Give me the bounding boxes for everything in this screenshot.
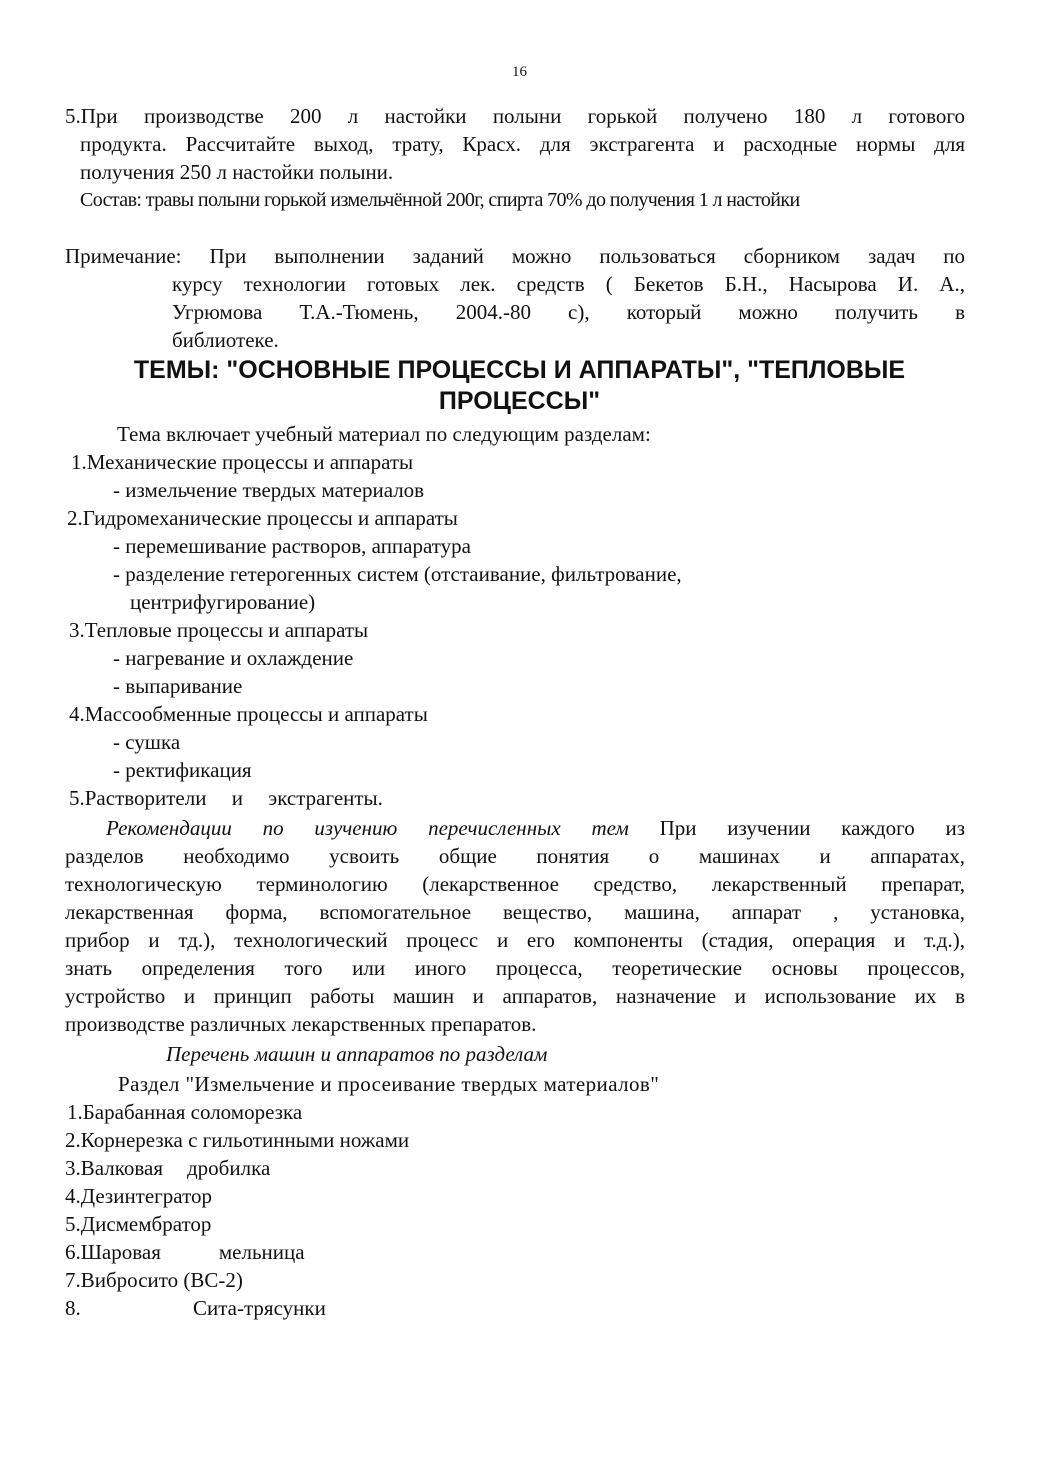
section-item: 4.Массообменные процессы и аппараты bbox=[69, 702, 428, 726]
section-item: 5.Растворители и экстрагенты. bbox=[69, 786, 383, 810]
machines-title: Перечень машин и аппаратов по разделам bbox=[166, 1042, 548, 1066]
section-item: 2.Гидромеханические процессы и аппараты bbox=[67, 506, 458, 530]
recommend-line: технологическую терминологию (лекарственное средство, лекарственный препарат, bbox=[65, 872, 965, 896]
subsection-item: - ректификация bbox=[113, 758, 252, 782]
section-heading: ТЕМЫ: "ОСНОВНЫЕ ПРОЦЕССЫ И АППАРАТЫ", "ТЕПЛОВЫЕ bbox=[133, 356, 906, 384]
machine-item: 5.Дисмембратор bbox=[65, 1212, 212, 1236]
subsection-item: - измельчение твердых материалов bbox=[113, 478, 425, 502]
subsection-item: - разделение гетерогенных систем (отстаивание, фильтрование, bbox=[113, 562, 682, 586]
note-line: библиотеке. bbox=[172, 328, 279, 352]
note-line: Угрюмова Т.А.-Тюмень, 2004.-80 с), который можно получить в bbox=[172, 300, 965, 324]
section-heading: ПРОЦЕССЫ" bbox=[438, 387, 601, 415]
note-line: Примечание: При выполнении заданий можно пользоваться сборником задач по bbox=[65, 244, 965, 268]
machine-name-rest: дробилка bbox=[187, 1156, 271, 1180]
subsection-item: - выпаривание bbox=[113, 674, 243, 698]
machine-name-rest: мельница bbox=[218, 1240, 305, 1264]
recommend-line: устройство и принцип работы машин и аппаратов, назначение и использование их в bbox=[65, 984, 965, 1008]
machine-item: 7.Вибросито (ВС-2) bbox=[65, 1268, 243, 1292]
machine-item: 1.Барабанная соломорезка bbox=[67, 1100, 303, 1124]
machine-item bbox=[65, 1154, 270, 1182]
recommend-line: знать определения того или иного процесса, теоретические основы процессов, bbox=[65, 956, 965, 980]
task-line: 5.При производстве 200 л настойки полыни горькой получено 180 л готового bbox=[65, 104, 965, 128]
recommend-line: прибор и тд.), технологический процесс и его компоненты (стадия, операция и т.д.), bbox=[65, 928, 965, 952]
task-line: продукта. Рассчитайте выход, трату, Красх. для экстрагента и расходные нормы для bbox=[80, 132, 965, 156]
recommend-title: Рекомендации по изучению перечисленных тем bbox=[106, 816, 629, 840]
subsection-item: - перемешивание растворов, аппаратура bbox=[113, 534, 471, 558]
machine-item bbox=[65, 1294, 81, 1322]
machine-number-name: 3.Валковая bbox=[65, 1156, 163, 1180]
recommend-line bbox=[106, 814, 965, 842]
subsection-item: - сушка bbox=[113, 730, 181, 754]
machine-item bbox=[65, 1238, 305, 1266]
machine-item: 4.Дезинтегратор bbox=[65, 1184, 212, 1208]
section-item: 1.Механические процессы и аппараты bbox=[71, 450, 414, 474]
subsection-item: центрифугирование) bbox=[130, 590, 316, 614]
note-line: курсу технологии готовых лек. средств ( Бекетов Б.Н., Насырова И. А., bbox=[172, 272, 965, 296]
recommend-line: производстве различных лекарственных препаратов. bbox=[65, 1012, 537, 1036]
section-item: 3.Тепловые процессы и аппараты bbox=[69, 618, 369, 642]
recommend-line: лекарственная форма, вспомогательное вещество, машина, аппарат , установка, bbox=[65, 900, 965, 924]
razdel-title: Раздел "Измельчение и просеивание твердых материалов" bbox=[118, 1072, 660, 1096]
intro-text: Тема включает учебный материал по следующим разделам: bbox=[117, 422, 651, 446]
machine-number-name: 6.Шаровая bbox=[65, 1240, 161, 1264]
recommend-line: разделов необходимо усвоить общие понятия о машинах и аппаратах, bbox=[65, 844, 965, 868]
task-composition: Состав: травы полыни горькой измельчённой 200г, спирта 70% до получения 1 л настойки bbox=[80, 189, 800, 211]
page-number: 16 bbox=[512, 64, 527, 80]
subsection-item: - нагревание и охлаждение bbox=[113, 646, 354, 670]
machine-item: 2.Корнерезка с гильотинными ножами bbox=[65, 1128, 410, 1152]
recommend-text: При изучении каждого из bbox=[659, 816, 966, 840]
task-line: получения 250 л настойки полыни. bbox=[80, 160, 394, 184]
machine-number: 8. bbox=[65, 1296, 81, 1320]
machine-item-name: Сита-трясунки bbox=[193, 1296, 326, 1320]
